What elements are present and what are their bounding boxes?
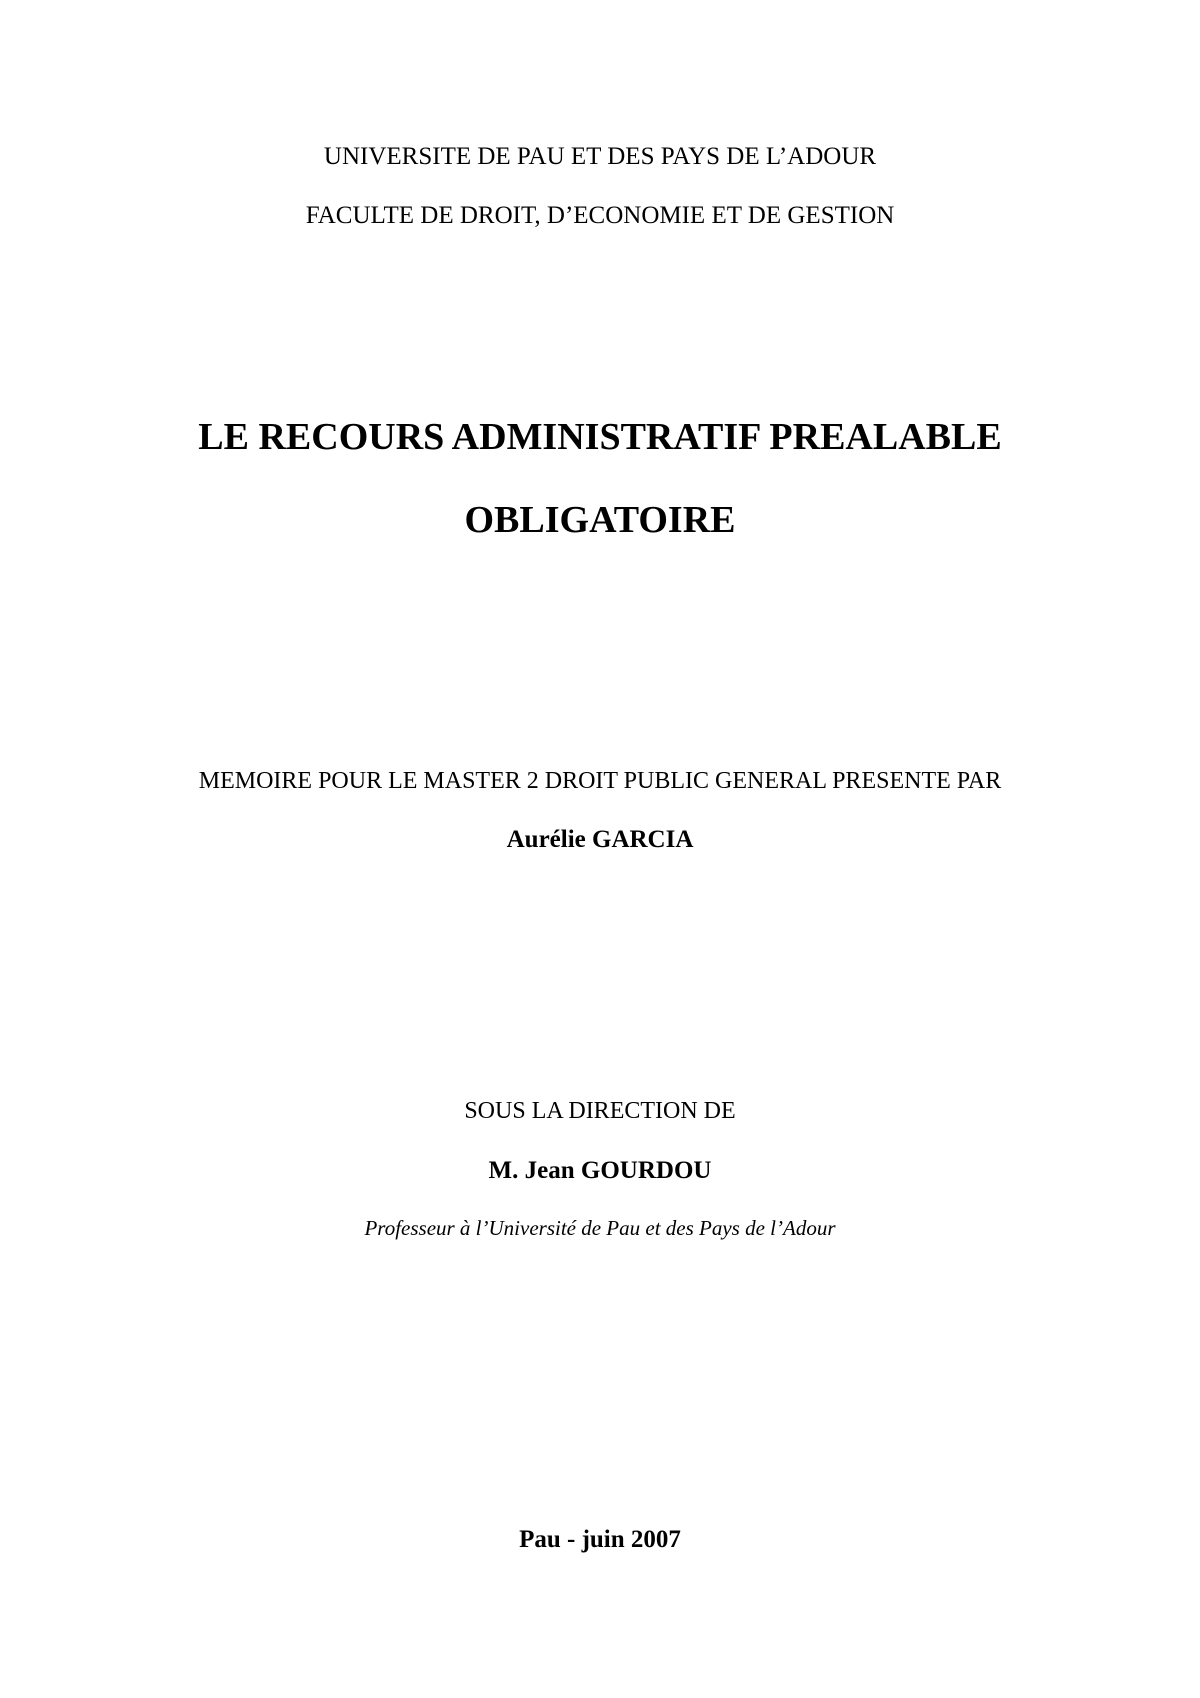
direction-label: SOUS LA DIRECTION DE xyxy=(464,1098,736,1124)
director-title: Professeur à l’Université de Pau et des Pays de l’Adour xyxy=(364,1216,836,1240)
author-name: Aurélie GARCIA xyxy=(506,826,694,853)
university-name: UNIVERSITE DE PAU ET DES PAYS DE L’ADOUR xyxy=(323,143,877,170)
thesis-title-line-1: LE RECOURS ADMINISTRATIF PREALABLE xyxy=(198,416,1002,458)
faculty-name: FACULTE DE DROIT, D’ECONOMIE ET DE GESTION xyxy=(305,202,895,229)
place-and-date: Pau - juin 2007 xyxy=(519,1526,681,1553)
memoire-statement: MEMOIRE POUR LE MASTER 2 DROIT PUBLIC GENERAL PRESENTE PAR xyxy=(198,768,1002,794)
director-name: M. Jean GOURDOU xyxy=(488,1157,712,1184)
thesis-title-line-2: OBLIGATOIRE xyxy=(464,499,736,541)
